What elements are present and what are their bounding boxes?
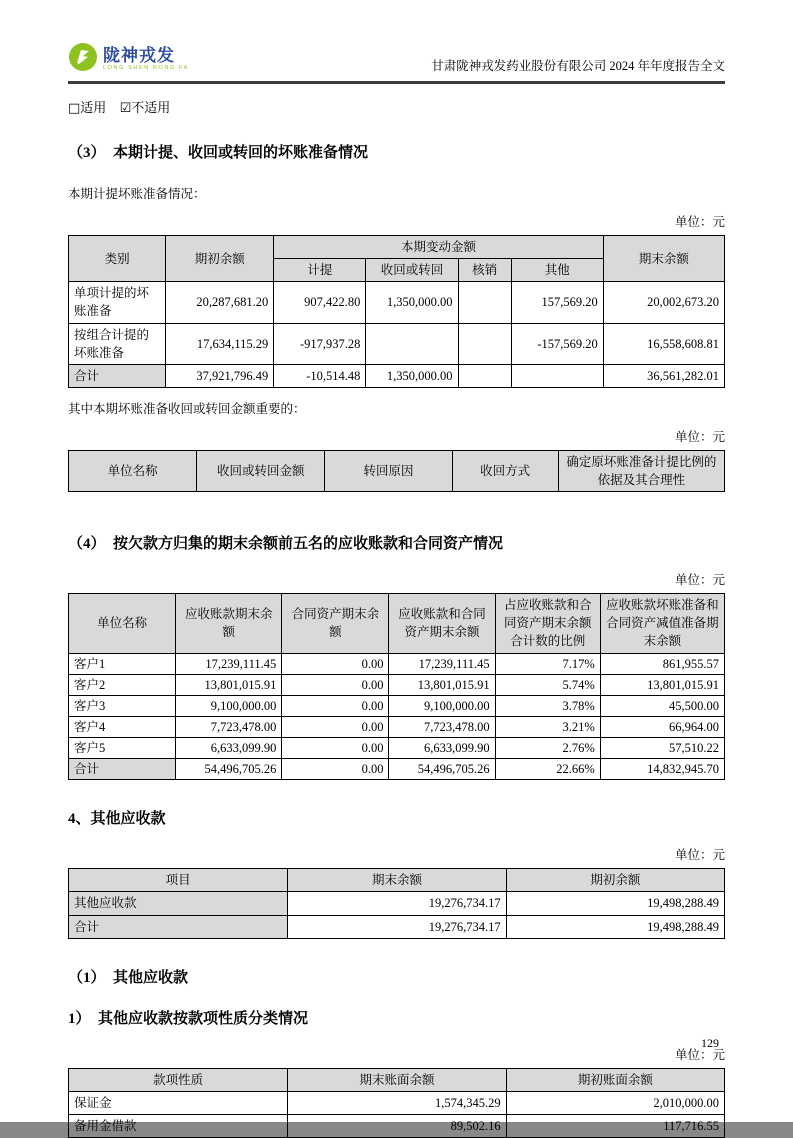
cell-value: -917,937.28 (274, 323, 366, 364)
cell-value: -10,514.48 (274, 364, 366, 387)
cell-value: 1,574,345.29 (288, 1091, 506, 1114)
recovery-reversal-table (68, 450, 725, 492)
checkbox-applicable (68, 100, 106, 115)
table-row (69, 323, 725, 364)
cell-value: 0.00 (282, 653, 389, 674)
cell-value (511, 364, 603, 387)
cell-value: 1,350,000.00 (366, 364, 458, 387)
row-label: 客户3 (69, 695, 176, 716)
unit-label-1: 单位：元 (674, 215, 725, 229)
cell-value: 37,921,796.49 (166, 364, 274, 387)
cell-value: 19,276,734.17 (288, 915, 506, 938)
section-3-note: 其中本期坏账准备收回或转回金额重要的： (68, 401, 306, 416)
table-row (69, 892, 725, 915)
unit-label-5: 单位：元 (674, 1047, 725, 1062)
cell-value: 17,239,111.45 (389, 653, 495, 674)
cell-value (458, 282, 511, 323)
cell-value: 0.00 (282, 759, 389, 780)
cell-value: 17,634,115.29 (166, 323, 274, 364)
brand-name-cn: 陇神戎发 (103, 46, 175, 66)
cell-value: 19,498,288.49 (506, 915, 724, 938)
col-header: 占应收账款和合同资产期末余额合计数的比例 (495, 594, 600, 653)
cell-value: 9,100,000.00 (176, 695, 282, 716)
cell-value: 117,716.55 (506, 1114, 724, 1137)
table-total-row (69, 364, 725, 387)
col-header: 应收账款期末余额 (176, 594, 282, 653)
col-header: 期初余额 (506, 869, 724, 892)
cell-value: 3.78% (495, 695, 600, 716)
cell-value: 54,496,705.26 (389, 759, 495, 780)
checkbox-not-applicable-label: 不适用 (131, 100, 171, 115)
cell-value: 907,422.80 (274, 282, 366, 323)
col-header-group: 本期变动金额 (274, 236, 603, 259)
table-row (69, 695, 725, 716)
col-header: 款项性质 (69, 1068, 288, 1091)
table-row (69, 716, 725, 737)
bad-debt-provision-table (68, 235, 725, 388)
table-row (69, 653, 725, 674)
header-divider (68, 81, 725, 84)
table-row (69, 1091, 725, 1114)
checkbox-applicable-label: 适用 (80, 100, 107, 115)
applicability-line (68, 97, 725, 116)
brand-name-en: LONG SHEN RONG FA (103, 65, 189, 72)
col-header: 期初余额 (166, 236, 274, 282)
col-header: 转回原因 (325, 450, 452, 491)
cell-value: 45,500.00 (600, 695, 724, 716)
cell-value: 13,801,015.91 (600, 674, 724, 695)
col-header: 期末余额 (603, 236, 724, 282)
cell-value: 36,561,282.01 (603, 364, 724, 387)
section-3-heading: （3） 本期计提、收回或转回的坏账准备情况 (68, 145, 369, 161)
document-title: 甘肃陇神戎发药业股份有限公司 2024 年年度报告全文 (431, 59, 725, 73)
table-row (69, 674, 725, 695)
cell-value: 5.74% (495, 674, 600, 695)
col-header: 期初账面余额 (506, 1068, 724, 1091)
cell-value: 0.00 (282, 716, 389, 737)
page-header (68, 42, 725, 77)
cell-value: 157,569.20 (511, 282, 603, 323)
col-header: 合同资产期末余额 (282, 594, 389, 653)
checkbox-empty-icon: □ (68, 101, 81, 116)
page-number: 129 (701, 1036, 719, 1050)
nature-classification-table (68, 1068, 725, 1138)
cell-value: 861,955.57 (600, 653, 724, 674)
col-header: 项目 (69, 869, 288, 892)
other-receivables-summary-table (68, 868, 725, 938)
cell-value: 54,496,705.26 (176, 759, 282, 780)
cell-value (458, 323, 511, 364)
row-label: 保证金 (69, 1091, 288, 1114)
row-label: 客户4 (69, 716, 176, 737)
cell-value: 89,502.16 (288, 1114, 506, 1137)
cell-value: 2.76% (495, 738, 600, 759)
col-header: 其他 (511, 259, 603, 282)
col-header: 期末余额 (288, 869, 506, 892)
col-header: 计提 (274, 259, 366, 282)
company-logo (68, 42, 189, 77)
row-label: 客户1 (69, 653, 176, 674)
cell-value: 17,239,111.45 (176, 653, 282, 674)
cell-value: 66,964.00 (600, 716, 724, 737)
col-header: 单位名称 (69, 450, 197, 491)
section-3-intro: 本期计提坏账准备情况： (68, 187, 206, 201)
col-header: 核销 (458, 259, 511, 282)
col-header: 收回或转回 (366, 259, 458, 282)
unit-label-3: 单位：元 (674, 573, 725, 588)
cell-value: 13,801,015.91 (389, 674, 495, 695)
cell-value: 0.00 (282, 674, 389, 695)
cell-value (366, 323, 458, 364)
row-label: 合计 (69, 364, 166, 387)
col-header: 收回方式 (452, 450, 558, 491)
table-row (69, 1114, 725, 1137)
nature-classification-heading: 1） 其他应收款按款项性质分类情况 (68, 1010, 309, 1027)
cell-value: 3.21% (495, 716, 600, 737)
cell-value: 14,832,945.70 (600, 759, 724, 780)
checkbox-checked-icon: ☑ (119, 101, 132, 116)
cell-value: 57,510.22 (600, 738, 724, 759)
top5-receivables-table (68, 593, 725, 780)
col-header: 确定原坏账准备计提比例的依据及其合理性 (558, 450, 724, 491)
logo-icon (68, 42, 98, 77)
cell-value: 2,010,000.00 (506, 1091, 724, 1114)
cell-value: 7,723,478.00 (176, 716, 282, 737)
other-receivables-sub-heading: （1） 其他应收款 (68, 969, 189, 986)
row-label: 其他应收款 (69, 892, 288, 915)
row-label: 客户5 (69, 738, 176, 759)
cell-value: 13,801,015.91 (176, 674, 282, 695)
col-header: 应收账款坏账准备和合同资产减值准备期末余额 (600, 594, 724, 653)
table-total-row (69, 759, 725, 780)
other-receivables-heading: 4、其他应收款 (68, 811, 166, 828)
cell-value: 19,276,734.17 (288, 892, 506, 915)
row-label: 备用金借款 (69, 1114, 288, 1137)
cell-value: 9,100,000.00 (389, 695, 495, 716)
cell-value: 20,287,681.20 (166, 282, 274, 323)
col-header: 应收账款和合同资产期末余额 (389, 594, 495, 653)
cell-value: 7.17% (495, 653, 600, 674)
table-row (69, 282, 725, 323)
cell-value: 20,002,673.20 (603, 282, 724, 323)
row-label: 按组合计提的坏账准备 (69, 323, 166, 364)
cell-value: 1,350,000.00 (366, 282, 458, 323)
col-header: 单位名称 (69, 594, 176, 653)
col-header: 收回或转回金额 (197, 450, 325, 491)
cell-value: 7,723,478.00 (389, 716, 495, 737)
cell-value: 6,633,099.90 (389, 738, 495, 759)
cell-value: 19,498,288.49 (506, 892, 724, 915)
unit-label-2: 单位：元 (674, 429, 725, 444)
col-header: 类别 (69, 236, 166, 282)
table-row (69, 738, 725, 759)
cell-value (458, 364, 511, 387)
row-label: 合计 (69, 915, 288, 938)
cell-value: 6,633,099.90 (176, 738, 282, 759)
section-4-heading: （4） 按欠款方归集的期末余额前五名的应收账款和合同资产情况 (68, 536, 504, 553)
table-total-row (69, 915, 725, 938)
cell-value: 0.00 (282, 695, 389, 716)
cell-value: 16,558,608.81 (603, 323, 724, 364)
col-header: 期末账面余额 (288, 1068, 506, 1091)
row-label: 单项计提的坏账准备 (69, 282, 166, 323)
cell-value: 0.00 (282, 738, 389, 759)
checkbox-not-applicable (120, 100, 171, 115)
row-label: 合计 (69, 759, 176, 780)
cell-value: 22.66% (495, 759, 600, 780)
unit-label-4: 单位：元 (674, 848, 725, 863)
cell-value: -157,569.20 (511, 323, 603, 364)
row-label: 客户2 (69, 674, 176, 695)
